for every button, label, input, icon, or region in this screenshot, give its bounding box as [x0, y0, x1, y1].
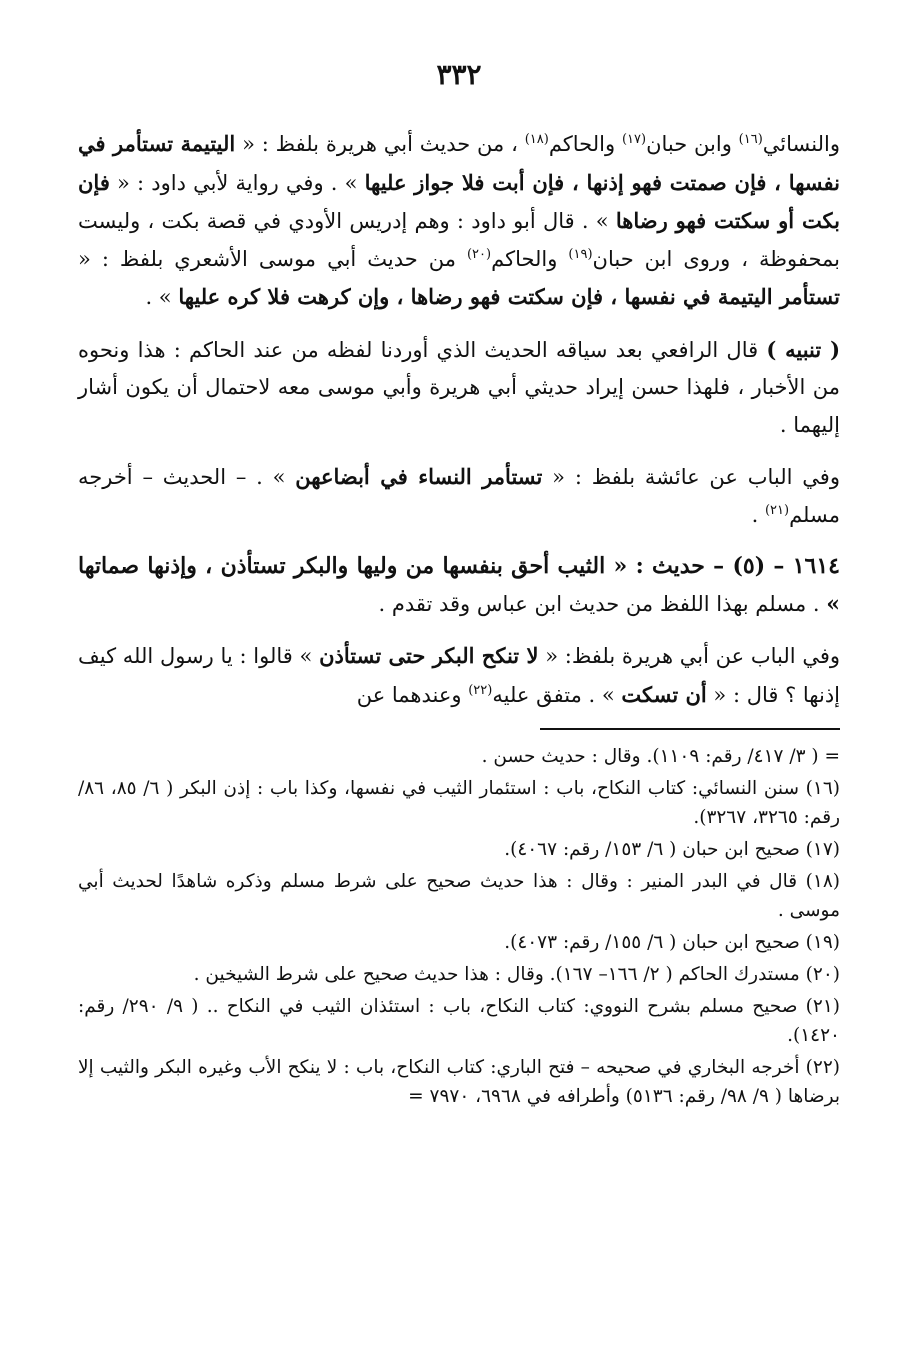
footnote-ref: (١٦) [738, 132, 763, 147]
footnote-ref: (٢١) [764, 502, 790, 518]
footnotes [78, 742, 840, 1111]
text-segment: والحاكم [491, 246, 569, 271]
text-segment: . مسلم بهذا اللفظ من حديث ابن عباس وقد تقدم . [378, 591, 827, 616]
page-number: ٣٣٢ [436, 58, 482, 91]
text-segment: والحاكم [548, 132, 622, 156]
footnote: (١٧) صحيح ابن حبان ( ٦/ ١٥٣/ رقم: ٤٠٦٧). [504, 839, 840, 860]
footnote: = ( ٣/ ٤١٧/ رقم: ١١٠٩). وقال : حديث حسن . [481, 746, 840, 767]
text-segment: من حديث أبي موسى الأشعري بلفظ : « [78, 246, 467, 271]
text-segment: . [751, 502, 765, 527]
footnote: (١٦) سنن النسائي: كتاب النكاح، باب : استئمار الثيب في نفسها، وكذا باب : إذن البكر ( ٦/ ٨٥، ٨٦/ رقم: ٣٢٦٥، ٣٢٦٧). [78, 778, 840, 828]
paragraph-aisha [78, 458, 840, 534]
footnote-ref: (١٩) [568, 246, 593, 262]
text-segment: » . [330, 170, 365, 195]
text-segment: » . [145, 285, 179, 309]
footnote-ref: (١٨) [524, 132, 549, 147]
text-segment: وعندهما عن [356, 682, 469, 707]
footnote: (٢٢) أخرجه البخاري في صحيحه – فتح الباري: كتاب النكاح، باب : لا ينكح الأب وغيره البكر والثيب إلا برضاها ( ٩/ ٩٨/ رقم: ٥١٣٦) وأطرافه في ٦٩٦٨، ٧٩٧٠ = [78, 1057, 840, 1107]
text-segment: » . متفق عليه [492, 682, 622, 707]
text-segment: » . – الحديث – أخرجه مسلم [78, 465, 840, 527]
hadith-heading: ١٦١٤ – (٥) – حديث : « الثيب أحق بنفسها من وليها والبكر تستأذن ، وإذنها صماتها » [78, 553, 840, 617]
text-segment: » . قال أبو داود : وهم إدريس الأودي في قصة بكت ، وليست بمحفوظة ، وروى ابن حبان [78, 209, 840, 271]
footnote-ref: (١٧) [621, 132, 647, 147]
hadith-quote: لا تنكح البكر حتى تستأذن [319, 643, 539, 668]
footnote: (١٩) صحيح ابن حبان ( ٦/ ١٥٥/ رقم: ٤٠٧٣). [504, 932, 840, 953]
text-segment: وابن حبان [646, 132, 739, 156]
text-segment: والنسائي [762, 132, 840, 156]
hadith-quote: اليتيمة تستأمر في نفسها ، فإن صمتت فهو إذنها ، فإن أبت فلا جواز عليها [78, 131, 841, 195]
paragraph-tanbih [78, 331, 840, 445]
paragraph-abu-hurayra [78, 637, 840, 714]
text-segment: ، من حديث أبي هريرة بلفظ : « [235, 132, 525, 156]
text-segment: وفي الباب عن عائشة بلفظ : « [542, 465, 840, 489]
hadith-quote: أن تسكت [621, 681, 707, 707]
hadith-quote: تستأمر اليتيمة في نفسها ، فإن سكتت فهو رضاها ، وإن كرهت فلا كره عليها [178, 284, 840, 309]
footnote: (٢٠) مستدرك الحاكم ( ٢/ ١٦٦– ١٦٧). وقال : هذا حديث صحيح على شرط الشيخين . [193, 964, 840, 985]
footnote-ref: (٢٠) [466, 246, 492, 262]
footnote-separator [540, 728, 840, 730]
text-segment: وفي رواية لأبي داود : « [109, 170, 331, 195]
paragraph-hadith-1614 [78, 548, 840, 623]
footnote-ref: (٢٢) [468, 682, 493, 698]
text-segment: » قالوا : يا رسول الله كيف إذنها ؟ قال : « [78, 644, 840, 707]
text-segment: قال الرافعي بعد سياقه الحديث الذي أوردنا لفظه من عند الحاكم : هذا ونحوه من الأخبار ، فلهذا حسن إيراد حديثي أبي هريرة وأبي موسى معه لاحتمال أن يكون أشار إليهما . [78, 337, 840, 437]
paragraph-hadith-yatima [78, 125, 840, 317]
hadith-quote: تستأمر النساء في أبضاعهن [295, 464, 543, 489]
hadith-quote: فإن بكت أو سكتت فهو رضاها [78, 169, 841, 233]
footnote: (١٨) قال في البدر المنير : وقال : هذا حديث صحيح على شرط مسلم وذكره شاهدًا لحديث أبي موسى . [78, 871, 840, 921]
footnote: (٢١) صحيح مسلم بشرح النووي: كتاب النكاح، باب : استئذان الثيب في النكاح .. ( ٩/ ٢٩٠/ رقم: ١٤٢٠). [78, 996, 840, 1046]
tanbih-label: ( تنبيه ) [766, 336, 841, 362]
text-segment: وفي الباب عن أبي هريرة بلفظ: « [538, 644, 841, 668]
